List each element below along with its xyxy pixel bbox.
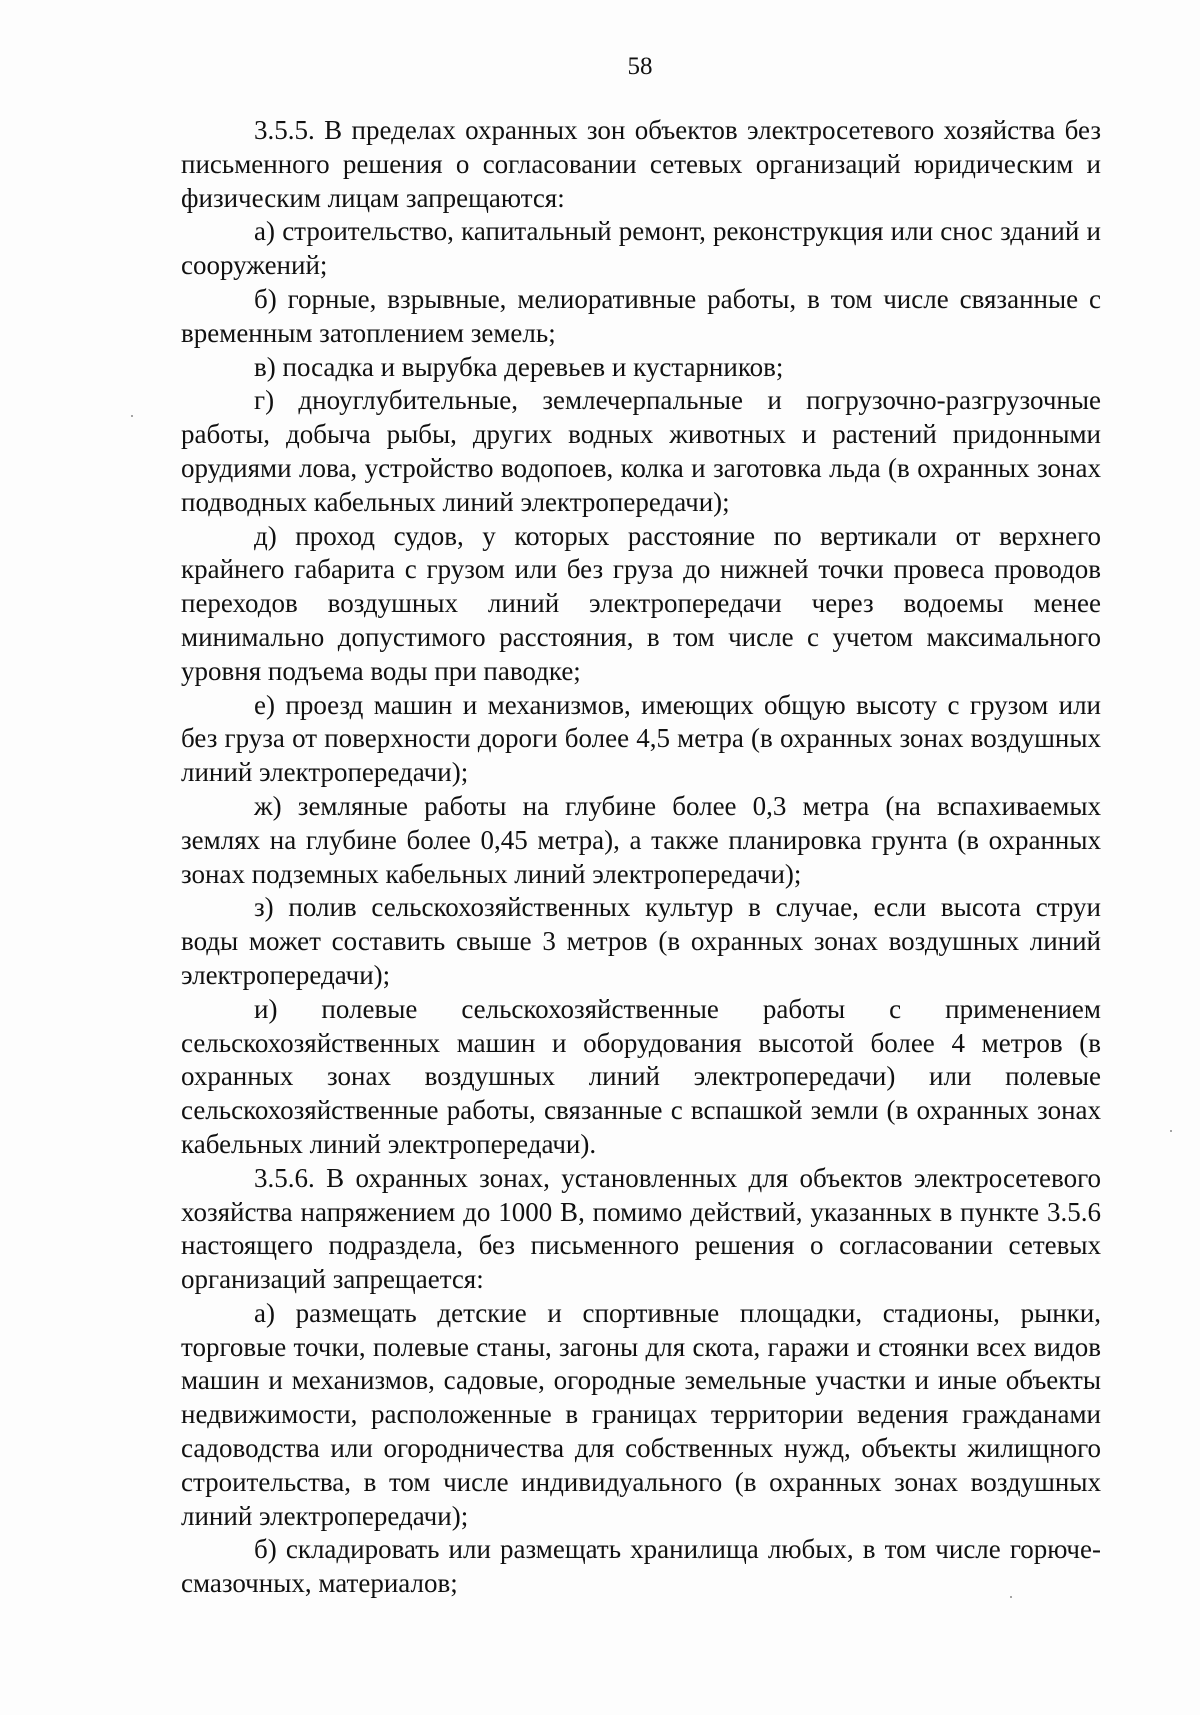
paragraph-item-d: д) проход судов, у которых расстояние по вертикали от верхнего крайнего габарита с грузом или без груза до нижней точки провеса проводов переходов воздушных линий электропередачи через водоемы менее минимально допустимого расстояния, в том числе с учетом максимального уровня подъема воды при паводке; [181,520,1101,686]
paragraph-item-z: з) полив сельскохозяйственных культур в случае, если высота струи воды может составить свыше 3 метров (в охранных зонах воздушных линий электропередачи); [181,892,1101,990]
scan-speck [1170,1130,1172,1132]
paragraph-item-v: в) посадка и вырубка деревьев и кустарников; [254,351,784,382]
paragraph-item-g: г) дноуглубительные, землечерпальные и погрузочно-разгрузочные работы, добыча рыбы, других водных животных и растений придонными орудиями лова, устройство водопоев, колка и заготовка льда (в охранных зонах подводных кабельных линий электропередачи); [181,385,1101,517]
page-number: 58 [627,53,653,80]
paragraph-item-a: а) строительство, капитальный ремонт, реконструкция или снос зданий и сооружений; [181,216,1101,281]
paragraph-item-e: е) проезд машин и механизмов, имеющих общую высоту с грузом или без груза от поверхности дороги более 4,5 метра (в охранных зонах воздушных линий электропередачи); [181,689,1101,788]
paragraph-3-5-6-item-b: б) складировать или размещать хранилища любых, в том числе горюче-смазочных, материалов; [181,1534,1101,1599]
scan-speck [131,415,133,417]
document-body [181,114,1101,1601]
paragraph-item-b: б) горные, взрывные, мелиоративные работы, в том числе связанные с временным затоплением земель; [181,283,1101,348]
paragraph-3-5-6: 3.5.6. В охранных зонах, установленных для объектов электросетевого хозяйства напряжением до 1000 В, помимо действий, указанных в пункте 3.5.6 настоящего подраздела, без письменного решения о согласовании сетевых организаций запрещается: [181,1162,1101,1295]
scan-speck [1010,1596,1012,1598]
paragraph-3-5-5: 3.5.5. В пределах охранных зон объектов электросетевого хозяйства без письменного решения о согласовании сетевых организаций юридическим и физическим лицам запрещаются: [181,115,1101,213]
paragraph-3-5-6-item-a: а) размещать детские и спортивные площадки, стадионы, рынки, торговые точки, полевые станы, загоны для скота, гаражи и стоянки всех видов машин и механизмов, садовые, огородные земельные участки и иные объекты недвижимости, расположенные в границах территории ведения гражданами садоводства или огородничества для собственных нужд, объекты жилищного строительства, в том числе индивидуального (в охранных зонах воздушных линий электропередачи); [181,1297,1101,1531]
paragraph-item-i: и) полевые сельскохозяйственные работы с применением сельскохозяйственных машин и оборудования высотой более 4 метров (в охранных зонах воздушных линий электропередачи) или полевые сельскохозяйственные работы, связанные с вспашкой земли (в охранных зонах кабельных линий электропередачи). [181,993,1101,1159]
paragraph-item-zh: ж) земляные работы на глубине более 0,3 метра (на вспахиваемых землях на глубине более 0,45 метра), а также планировка грунта (в охранных зонах подземных кабельных линий электропередачи); [181,790,1101,889]
